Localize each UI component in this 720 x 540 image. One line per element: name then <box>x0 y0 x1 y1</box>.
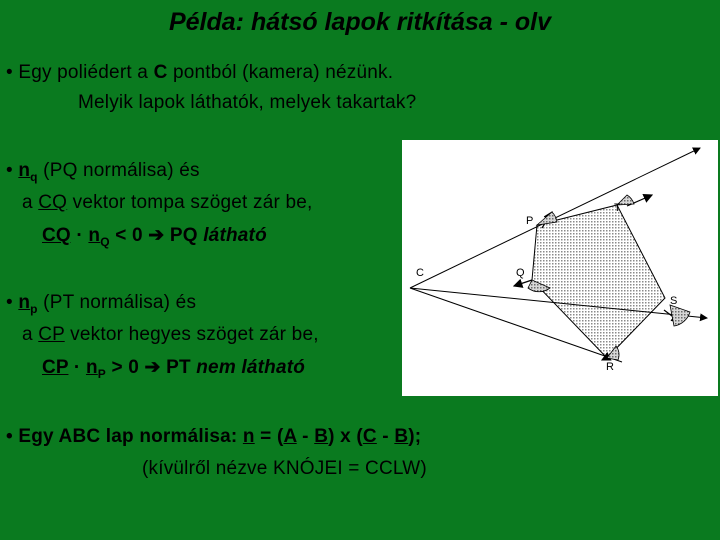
text: • <box>6 292 19 313</box>
bullet-1-line-1 <box>6 62 393 84</box>
comparison: < 0 <box>109 225 149 246</box>
bullet-1-line-2: Melyik lapok láthatók, melyek takartak? <box>78 92 417 113</box>
text: ) x ( <box>328 426 363 447</box>
dot-operator: · <box>68 357 86 378</box>
vector-cp: CP <box>38 324 65 345</box>
bullet-3-line-3 <box>42 356 305 381</box>
text: (PT normálisa) és <box>37 292 197 313</box>
result-text: nem látható <box>196 357 306 378</box>
label-r: R <box>606 361 614 373</box>
angle-arc-s <box>670 305 690 326</box>
vector-cp: CP <box>42 357 69 378</box>
label-p: P <box>526 215 534 227</box>
polyhedron-face <box>532 205 665 358</box>
text: vektor tompa szöget zár be, <box>67 192 313 213</box>
subscript: P <box>97 366 106 381</box>
dot-operator: · <box>70 225 89 246</box>
label-c: C <box>416 267 424 279</box>
subscript: Q <box>100 234 110 249</box>
vector-cq: CQ <box>38 192 68 213</box>
bullet-2-line-1 <box>6 160 200 184</box>
text: - <box>296 426 315 447</box>
text: a <box>22 192 39 213</box>
text: (PQ normálisa) és <box>37 160 200 181</box>
comparison: > 0 <box>105 357 145 378</box>
point-b: B <box>314 426 329 447</box>
normal-vector: n <box>85 357 98 378</box>
bullet-4-line-1 <box>6 426 421 448</box>
text: vektor hegyes szöget zár be, <box>64 324 319 345</box>
text: a <box>22 324 39 345</box>
text: • Egy ABC lap normálisa: <box>6 426 243 447</box>
implies-arrow-icon: ➔ <box>148 225 165 246</box>
polyhedron-figure <box>402 140 718 396</box>
label-t: T <box>614 202 621 214</box>
subscript: p <box>30 301 38 316</box>
point-c: C <box>153 62 168 83</box>
label-s: S <box>670 295 678 307</box>
label-q: Q <box>516 267 525 279</box>
bullet-2-line-2 <box>22 192 312 214</box>
vector-cq: CQ <box>42 225 71 246</box>
bullet-3-line-1 <box>6 292 196 316</box>
polyhedron-diagram <box>402 140 718 396</box>
point-b: B <box>394 426 409 447</box>
bullet-4-line-2: (kívülről nézve KNÓJEI = CCLW) <box>142 458 427 479</box>
text: • <box>6 160 19 181</box>
text: pontból (kamera) nézünk. <box>167 62 394 83</box>
implies-arrow-icon: ➔ <box>144 357 161 378</box>
normal-vector: n <box>242 426 255 447</box>
point-c: C <box>362 426 377 447</box>
text: • Egy poliédert a <box>6 62 154 83</box>
text: PQ <box>164 225 204 246</box>
normal-vector: n <box>18 160 31 181</box>
bullet-3-line-2 <box>22 324 319 346</box>
subscript: q <box>30 169 38 184</box>
normal-vector: n <box>88 225 101 246</box>
slide-title: Példa: hátsó lapok ritkítása - olv <box>168 8 552 36</box>
result-text: látható <box>203 225 267 246</box>
text: = ( <box>254 426 284 447</box>
text: PT <box>160 357 197 378</box>
point-a: A <box>283 426 297 447</box>
text: ); <box>408 426 422 447</box>
text: - <box>376 426 395 447</box>
bullet-2-line-3 <box>42 224 267 249</box>
normal-vector: n <box>18 292 31 313</box>
